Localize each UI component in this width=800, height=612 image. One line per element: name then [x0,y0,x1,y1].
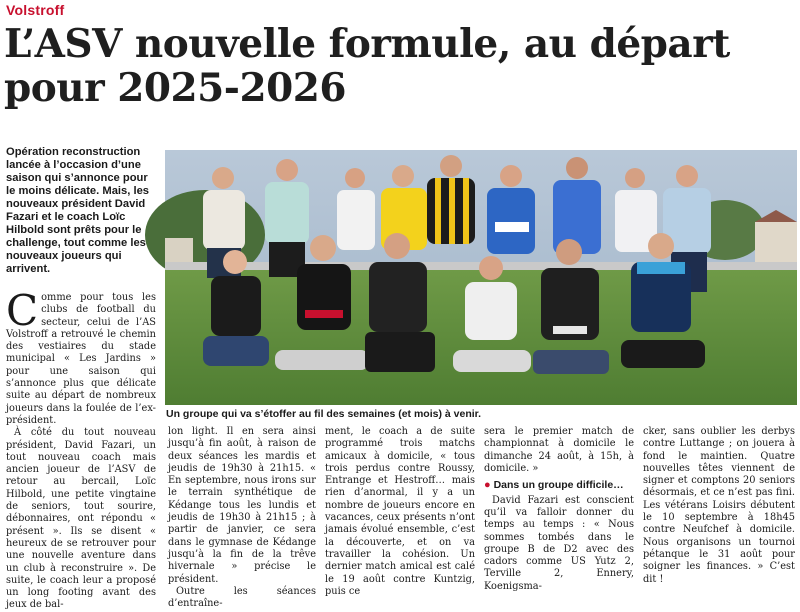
paragraph-3: lon light. Il en sera ainsi jusqu’à fin août, à raison de deux séances les mardis et jeudis de 19h30 à 21h15. « En septembre, nous irons sur le terrain synthétique de Kédange tous les lundis et jeudis de 19h30 à 21h15 ; à partir de janvier, ce sera dans le gymnase de Kédange jusqu’à la fin de la trêve hivernale » précise le président. [168,426,316,585]
paragraph-5: ment, le coach a de suite programmé trois matchs amicaux à domicile, « tous trois perdus contre Roussy, Entrange et Hestroff… mais rien d’anormal, il y a un nombre de joueurs encore en vacances, ceux présents n’ont jamais évolué ensemble, c’est la découverte, et on va travailler la cohésion. Un dernier match amical est calé le 19 août contre Kuntzig, puis ce [325,426,475,597]
bullet-dot-icon: ● [484,479,491,492]
section-kicker: Volstroff [6,2,65,18]
team-photo-illustration [165,150,797,405]
article-headline: L’ASV nouvelle formule, au départ pour 2025-2026 [4,21,730,111]
paragraph-1: Comme pour tous les clubs de football du secteur, celui de l’AS Volstroff a retrouvé le chemin des vestiaires du stade municipal « Les Jardins » pour une saison qui s’annonce plus que délicate suite au départ de nombreux joueurs dans la foulée de l’ex-président. [6,286,156,426]
paragraph-2: À côté du tout nouveau président, David Fazari, un tout nouveau coach mais ancien joueur de l’ASV de retour au bercail, Loïc Hilbold, une petite vingtaine de seniors, tout sourire, débonnaires, ont répondu « présent ». Ils se disent « heureux de se retrouver pour une nouvelle aventure dans un club à reconstruire ». De suite, le coach leur a proposé un long footing avant des jeux de bal- [6,427,156,611]
article-lead: Opération reconstruction lancée à l’occasion d’une saison qui s’annonce pour le moins délicate. Mais, les nouveaux président David Fazari et le coach Loïc Hilbold sont prêts pour le challenge, tout comme les nouveaux joueurs qui arrivent. [6,146,150,275]
article-column-3 [325,426,475,597]
paragraph-6: sera le premier match de championnat à domicile le dimanche 24 août, à 15h, à domicile. » [484,426,634,474]
photo-caption: Un groupe qui va s’étoffer au fil des semaines (et mois) à venir. [166,408,482,420]
subheading: ● Dans un groupe difficile… [484,479,624,492]
article-column-4 [484,426,634,592]
team-photo [165,150,797,405]
drop-cap: C [6,286,39,335]
paragraph-8: cker, sans oublier les derbys contre Luttange ; on jouera à fond le maintien. Quatre nouvelles têtes viennent de signer et comptons 20 seniors désormais, et ce n’est pas fini. Les vétérans Loisirs débutent le 10 septembre à 18h45 contre Neufchef à domicile. Nous organisons un tournoi pétanque le 31 août pour soigner les finances. » C’est dit ! [643,426,795,585]
paragraph-7: David Fazari est conscient qu’il va falloir donner du temps au temps : « Nous sommes tombés dans le groupe B de D2 avec des cadors comme US Yutz 2, Terville 2, Ennery, Koenigsma- [484,494,634,592]
article-column-5 [643,426,795,588]
paragraph-4: Outre les séances d’entraîne- [168,585,316,610]
article-column-2 [168,426,316,610]
article-column-1 [6,286,156,611]
